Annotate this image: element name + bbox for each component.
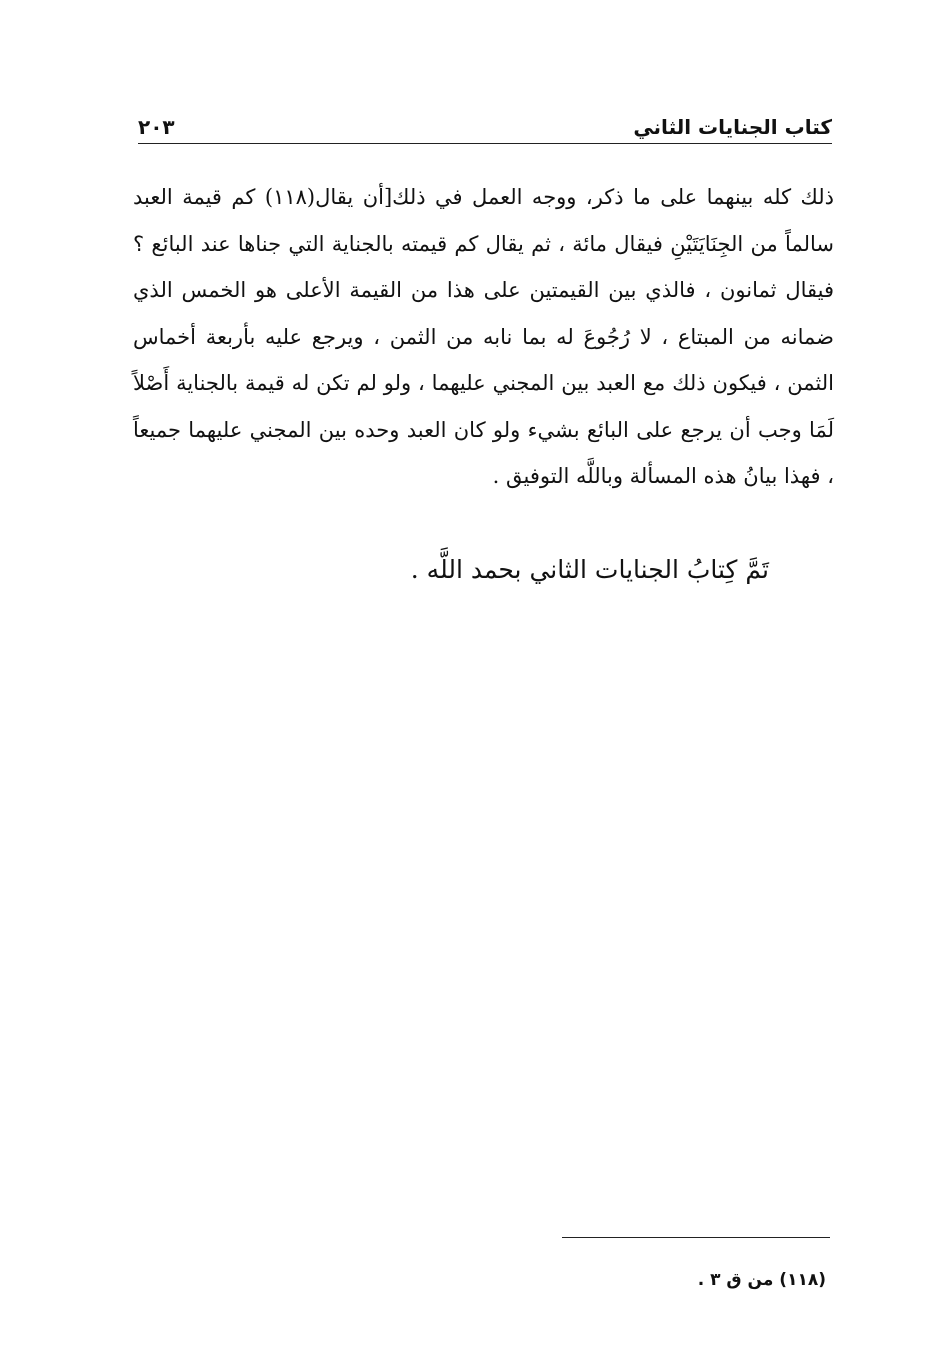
- closing-line: تَمَّ كِتابُ الجنايات الثاني بحمد اللَّه .: [410, 555, 769, 584]
- footnote: (١١٨) من ق ٣ .: [697, 1270, 826, 1290]
- body-text: [133, 174, 834, 500]
- header-rule: [138, 143, 832, 144]
- body-paragraph: ذلك كله بينهما على ما ذكر، ووجه العمل في ذلك[أن يقال(١١٨) كم قيمة العبد سالماً من الجِنَايَتَيْنِ فيقال مائة ، ثم يقال كم قيمته بالجناية التي جناها عند البائع ؟ فيقال ثمانون ، فالذي بين القيمتين على هذا من القيمة الأعلى هو الخمس الذي ضمانه من المبتاع ، لا رُجُوعَ له بما نابه من الثمن ، ويرجع عليه بأربعة أخماس الثمن ، فيكون ذلك مع العبد بين المجني عليهما ، ولو لم تكن له قيمة بالجناية أَصْلاً لَمَا وجب أن يرجع على البائع بشيء ولو كان العبد وحده بين المجني عليهما جميعاً ، فهذا بيانُ هذه المسألة وباللَّه التوفيق .: [133, 185, 834, 488]
- page-header: [138, 105, 832, 141]
- running-title: كتاب الجنايات الثاني: [633, 115, 832, 139]
- page-number: ٢٠٣: [138, 115, 175, 139]
- footnote-rule: [562, 1237, 830, 1238]
